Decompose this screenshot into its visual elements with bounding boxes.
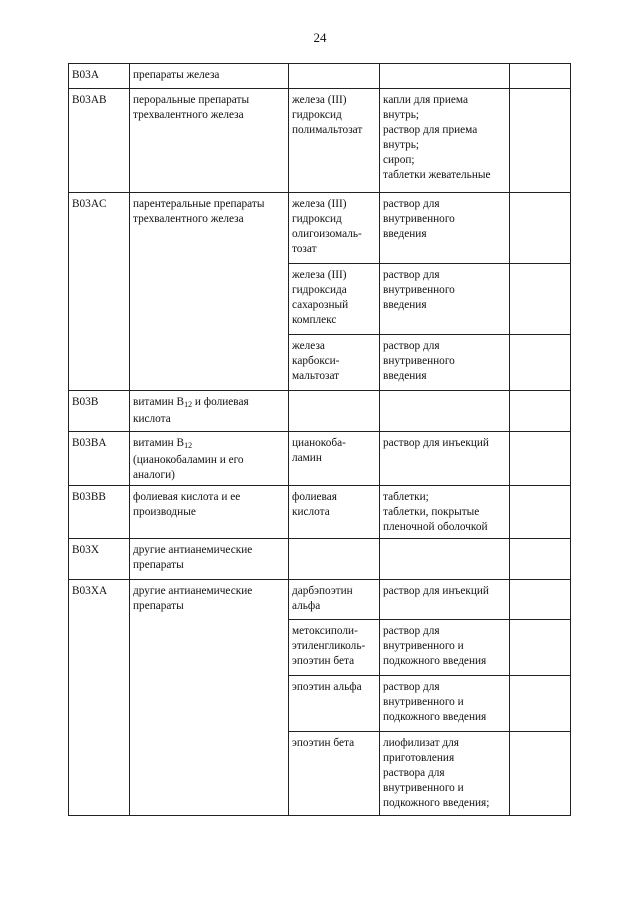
group-cell — [130, 64, 289, 89]
table-row — [69, 580, 571, 620]
substance-cell — [289, 335, 380, 391]
dosage-form: лиофилизат для приготовления раствора для внутривенного и подкожного введения; — [383, 737, 490, 809]
atc-code-cell — [69, 391, 130, 432]
dosage-form-cell — [380, 89, 510, 193]
table-row — [69, 64, 571, 89]
dosage-form-cell — [380, 620, 510, 676]
dosage-form: раствор для внутривенного и подкожного введения — [383, 681, 487, 723]
dosage-form-cell — [380, 335, 510, 391]
substance-name: эпоэтин альфа — [292, 681, 362, 693]
atc-code: B03AB — [72, 94, 107, 106]
group-cell — [130, 391, 289, 432]
atc-code-cell — [69, 539, 130, 580]
dosage-form-cell — [380, 580, 510, 620]
substance-cell — [289, 64, 380, 89]
dosage-form: раствор для внутривенного введения — [383, 269, 455, 311]
substance-cell — [289, 580, 380, 620]
substance-name: дарбэпоэтин альфа — [292, 585, 353, 612]
substance-cell — [289, 539, 380, 580]
atc-code-cell — [69, 432, 130, 486]
empty-cell — [510, 432, 571, 486]
dosage-form: раствор для инъекций — [383, 585, 489, 597]
empty-cell — [510, 264, 571, 335]
drug-classification-table — [68, 63, 571, 816]
substance-cell — [289, 193, 380, 264]
group-cell — [130, 486, 289, 539]
dosage-form-cell — [380, 264, 510, 335]
atc-code-cell — [69, 64, 130, 89]
group-name-part: витамин B — [133, 437, 185, 449]
empty-cell — [510, 391, 571, 432]
table-row — [69, 432, 571, 486]
dosage-form: капли для приема внутрь; раствор для приема внутрь; сироп; таблетки жевательные — [383, 94, 491, 181]
empty-cell — [510, 580, 571, 620]
substance-cell — [289, 486, 380, 539]
empty-cell — [510, 64, 571, 89]
atc-code: B03BB — [72, 491, 106, 503]
group-name-part: (цианокобаламин и его аналоги) — [133, 454, 244, 481]
substance-name: железа (III) гидроксид олигоизомаль- тозат — [292, 198, 362, 255]
substance-name: метоксиполи- этиленгликоль- эпоэтин бета — [292, 625, 366, 667]
subscript-text: 12 — [184, 400, 193, 409]
group-cell — [130, 89, 289, 193]
substance-cell — [289, 732, 380, 816]
atc-code: B03XA — [72, 585, 108, 597]
empty-cell — [510, 676, 571, 732]
empty-cell — [510, 89, 571, 193]
empty-cell — [510, 539, 571, 580]
dosage-form-cell — [380, 539, 510, 580]
dosage-form-cell — [380, 391, 510, 432]
table-row — [69, 391, 571, 432]
substance-name: фолиевая кислота — [292, 491, 337, 518]
table-row — [69, 539, 571, 580]
dosage-form-cell — [380, 486, 510, 539]
dosage-form: таблетки; таблетки, покрытые пленочной оболочкой — [383, 491, 488, 533]
group-name: препараты железа — [133, 69, 220, 81]
dosage-form: раствор для внутривенного введения — [383, 340, 455, 382]
substance-name: железа (III) гидроксида сахарозный комплекс — [292, 269, 349, 326]
substance-name: железа (III) гидроксид полимальтозат — [292, 94, 363, 136]
empty-cell — [510, 620, 571, 676]
empty-cell — [510, 732, 571, 816]
empty-cell — [510, 193, 571, 264]
substance-name: эпоэтин бета — [292, 737, 355, 749]
atc-code: B03BA — [72, 437, 107, 449]
atc-code: B03B — [72, 396, 99, 408]
subscript-text: 12 — [184, 441, 193, 450]
group-cell — [130, 539, 289, 580]
dosage-form: раствор для инъекций — [383, 437, 489, 449]
substance-name: железа карбокси- мальтозат — [292, 340, 340, 382]
page-number: 24 — [313, 30, 327, 45]
group-name: пероральные препараты трехвалентного железа — [133, 94, 250, 121]
group-name: другие антианемические препараты — [133, 585, 253, 612]
atc-code-cell — [69, 486, 130, 539]
table-row — [69, 193, 571, 264]
substance-cell — [289, 676, 380, 732]
group-name: другие антианемические препараты — [133, 544, 253, 571]
group-name — [133, 436, 285, 483]
substance-cell — [289, 391, 380, 432]
atc-code: B03A — [72, 69, 99, 81]
dosage-form-cell — [380, 676, 510, 732]
dosage-form-cell — [380, 64, 510, 89]
empty-cell — [510, 486, 571, 539]
group-cell — [130, 193, 289, 391]
atc-code-cell — [69, 89, 130, 193]
dosage-form-cell — [380, 732, 510, 816]
substance-cell — [289, 264, 380, 335]
substance-name: цианокоба- ламин — [292, 437, 346, 464]
atc-code-cell — [69, 193, 130, 391]
substance-cell — [289, 432, 380, 486]
dosage-form-cell — [380, 193, 510, 264]
group-name-part: и фолиевая кислота — [133, 396, 249, 425]
empty-cell — [510, 335, 571, 391]
substance-cell — [289, 620, 380, 676]
dosage-form: раствор для внутривенного и подкожного введения — [383, 625, 487, 667]
atc-code: B03X — [72, 544, 99, 556]
group-name — [133, 395, 285, 427]
group-cell — [130, 580, 289, 816]
table-row — [69, 486, 571, 539]
substance-cell — [289, 89, 380, 193]
group-name-part: витамин B — [133, 396, 185, 408]
group-name: парентеральные препараты трехвалентного железа — [133, 198, 265, 225]
group-name: фолиевая кислота и ее производные — [133, 491, 241, 518]
dosage-form-cell — [380, 432, 510, 486]
table-row — [69, 89, 571, 193]
dosage-form: раствор для внутривенного введения — [383, 198, 455, 240]
atc-code: B03AC — [72, 198, 107, 210]
group-cell — [130, 432, 289, 486]
atc-code-cell — [69, 580, 130, 816]
